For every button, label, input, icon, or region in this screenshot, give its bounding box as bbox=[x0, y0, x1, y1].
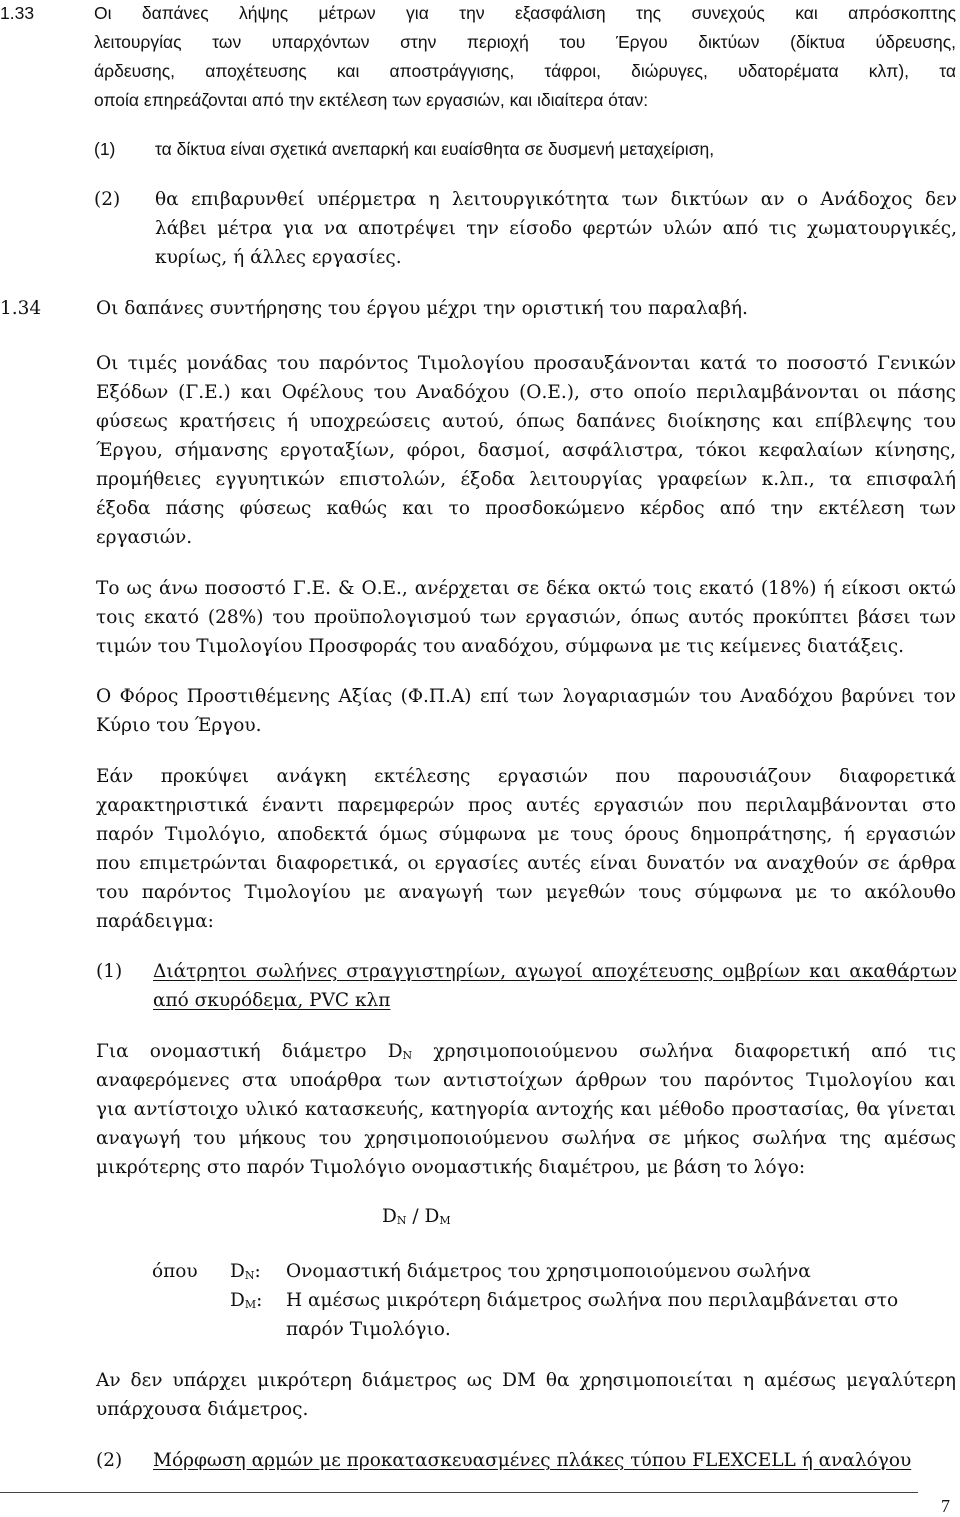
dm-symbol: D bbox=[230, 1290, 245, 1311]
example-2-title: Μόρφωση αρμών με προκατασκευασμένες πλάκες τύπου FLEXCELL ή αναλόγου bbox=[153, 1450, 912, 1471]
para-ge-oe-line-5: προμήθειες εγγυητικών επιστολών, έξοδα λειτουργίας γραφείων κ.λπ., τα επισφαλή bbox=[96, 469, 956, 490]
formula-dm-subscript: M bbox=[439, 1214, 451, 1227]
formula-slash: / bbox=[406, 1206, 425, 1227]
sub-item-2-line-1: θα επιβαρυνθεί υπέρμετρα η λειτουργικότητα των δικτύων αν ο Ανάδοχος δεν bbox=[155, 189, 957, 210]
page-number: 7 bbox=[941, 1496, 950, 1516]
para-reduction-line-5: του παρόντος Τιμολογίου με αναγωγή των μεγεθών τους σύμφωνα με το ακόλουθο bbox=[96, 882, 956, 903]
definition-dm-text-line-2: παρόν Τιμολόγιο. bbox=[286, 1319, 451, 1340]
dm-symbol-subscript: M bbox=[244, 1298, 257, 1311]
item-1-33-line-4: οποία επηρεάζονται από την εκτέλεση των εργασιών, και ιδιαίτερα όταν: bbox=[94, 90, 649, 110]
para-reduction-line-2: χαρακτηριστικά έναντι παρεμφερών προς αυτές εργασιών που περιλαμβάνονται στο bbox=[96, 795, 956, 816]
example-1-number: (1) bbox=[96, 961, 123, 982]
para-percent-line-2: τοις εκατό (28%) του προϋπολογισμού των εργασιών, όπως αυτός προκύπτει βάσει των bbox=[96, 607, 956, 628]
example-1-title-line-1: Διάτρητοι σωλήνες στραγγιστηρίων, αγωγοί αποχέτευσης ομβρίων και ακαθάρτων bbox=[153, 961, 957, 982]
definition-dm-symbol bbox=[230, 1292, 262, 1311]
dn-subscript: N bbox=[402, 1049, 413, 1062]
dm-colon: : bbox=[256, 1290, 263, 1311]
item-1-33-line-2: λειτουργίας των υπαρχόντων στην περιοχή του Έργου δικτύων (δίκτυα ύδρευσης, bbox=[94, 32, 956, 52]
ratio-formula bbox=[382, 1208, 451, 1227]
formula-dn-subscript: N bbox=[396, 1214, 407, 1227]
para-diameter-line-5: μικρότερης στο παρόν Τιμολόγιο ονομαστικής διαμέτρου, με βάση το λόγο: bbox=[96, 1157, 806, 1178]
para-fpa-line-1: Ο Φόρος Προστιθέμενης Αξίας (Φ.Π.Α) επί των λογαριασμών του Αναδόχου βαρύνει τον bbox=[96, 686, 956, 707]
sub-item-2-line-2: λάβει μέτρα για να αποτρέψει την είσοδο φερτών υλών από τις χωματουργικές, bbox=[155, 218, 957, 239]
para-percent-line-3: τιμών του Τιμολογίου Προσφοράς του αναδόχου, σύμφωνα με τις κείμενες διατάξεις. bbox=[96, 636, 904, 657]
para-reduction-line-1: Εάν προκύψει ανάγκη εκτέλεσης εργασιών που παρουσιάζουν διαφορετικά bbox=[96, 766, 956, 787]
para-ge-oe-line-1: Οι τιμές μονάδας του παρόντος Τιμολογίου προσαυξάνονται κατά το ποσοστό Γενικών bbox=[96, 353, 956, 374]
para-larger-line-1: Αν δεν υπάρχει μικρότερη διάμετρος ως DM θα χρησιμοποιείται η αμέσως μεγαλύτερη bbox=[96, 1370, 956, 1391]
para-diameter-line-1-start: Για ονομαστική διάμετρο D bbox=[96, 1041, 403, 1062]
item-1-34-text: Οι δαπάνες συντήρησης του έργου μέχρι την οριστική του παραλαβή. bbox=[96, 298, 748, 319]
item-1-33-line-3: άρδευσης, αποχέτευσης και αποστράγγισης, τάφροι, διώρυγες, υδατορέματα κλπ), τα bbox=[94, 61, 956, 81]
para-reduction-line-6: παράδειγμα: bbox=[96, 911, 214, 932]
para-larger-line-2: υπάρχουσα διάμετρος. bbox=[96, 1399, 309, 1420]
dn-colon: : bbox=[254, 1261, 261, 1282]
item-number-1-33: 1.33 bbox=[0, 3, 35, 23]
para-diameter-line-3: για αντίστοιχο υλικό κατασκευής, κατηγορία αντοχής και μέθοδο προστασίας, θα γίνεται bbox=[96, 1099, 956, 1120]
para-diameter-line-4: αναγωγή του μήκους του χρησιμοποιούμενου σωλήνα σε μήκος σωλήνα της αμέσως bbox=[96, 1128, 956, 1149]
footer-rule bbox=[0, 1492, 918, 1493]
para-reduction-line-4: που επιμετρώνται διαφορετικά, οι εργασίες αυτές είναι δυνατόν να αναχθούν σε άρθρα bbox=[96, 853, 956, 874]
sub-item-number-1: (1) bbox=[94, 139, 116, 159]
item-number-1-34: 1.34 bbox=[0, 298, 42, 319]
para-percent-line-1: Το ως άνω ποσοστό Γ.Ε. & Ο.Ε., ανέρχεται σε δέκα οκτώ τοις εκατό (18%) ή είκοσι οκτώ bbox=[96, 578, 956, 599]
dn-symbol: D bbox=[230, 1261, 245, 1282]
definition-dn-text: Ονομαστική διάμετρος του χρησιμοποιούμενου σωλήνα bbox=[286, 1261, 811, 1282]
para-fpa-line-2: Κύριο του Έργου. bbox=[96, 715, 262, 736]
para-ge-oe-line-4: Έργου, σήμανσης εργοταξίων, φόροι, δασμοί, ασφάλιστρα, τόκοι κεφαλαίων κίνησης, bbox=[96, 440, 956, 461]
para-ge-oe-line-6: έξοδα πάσης φύσεως καθώς και το προσδοκώμενο κέρδος από την εκτέλεση των bbox=[96, 498, 956, 519]
para-ge-oe-line-2: Εξόδων (Γ.Ε.) και Οφέλους του Αναδόχου (Ο.Ε.), στο οποίο περιλαμβάνονται οι πάσης bbox=[96, 382, 956, 403]
para-diameter-line-1 bbox=[96, 1043, 956, 1062]
sub-item-2-line-3: κυρίως, ή άλλες εργασίες. bbox=[155, 247, 402, 268]
para-diameter-line-1-end: χρησιμοποιούμενου σωλήνα διαφορετική από τις bbox=[412, 1041, 956, 1062]
para-ge-oe-line-7: εργασιών. bbox=[96, 527, 193, 548]
para-diameter-line-2: αναφερόμενες στα υποάρθρα των αντιστοίχων άρθρων του παρόντος Τιμολογίου και bbox=[96, 1070, 956, 1091]
sub-item-1-text: τα δίκτυα είναι σχετικά ανεπαρκή και ευαίσθητα σε δυσμενή μεταχείριση, bbox=[155, 139, 715, 159]
sub-item-number-2: (2) bbox=[94, 189, 121, 210]
para-ge-oe-line-3: φύσεως κρατήσεις ή υποχρεώσεις αυτού, όπως δαπάνες διοίκησης και επίβλεψης του bbox=[96, 411, 956, 432]
formula-dn-symbol: D bbox=[382, 1206, 397, 1227]
dn-symbol-subscript: N bbox=[244, 1269, 255, 1282]
definitions-where: όπου bbox=[152, 1261, 198, 1282]
item-1-33-line-1: Οι δαπάνες λήψης μέτρων για την εξασφάλιση της συνεχούς και απρόσκοπτης bbox=[94, 3, 956, 23]
example-2-number: (2) bbox=[96, 1450, 123, 1471]
formula-dm-symbol: D bbox=[424, 1206, 440, 1227]
example-1-title-line-2: από σκυρόδεμα, PVC κλπ bbox=[153, 990, 391, 1011]
para-reduction-line-3: παρόν Τιμολόγιο, αποδεκτά όμως σύμφωνα με τους όρους δημοπράτησης, ή εργασιών bbox=[96, 824, 956, 845]
definition-dm-text-line-1: Η αμέσως μικρότερη διάμετρος σωλήνα που περιλαμβάνεται στο bbox=[286, 1290, 899, 1311]
definition-dn-symbol bbox=[230, 1263, 261, 1282]
